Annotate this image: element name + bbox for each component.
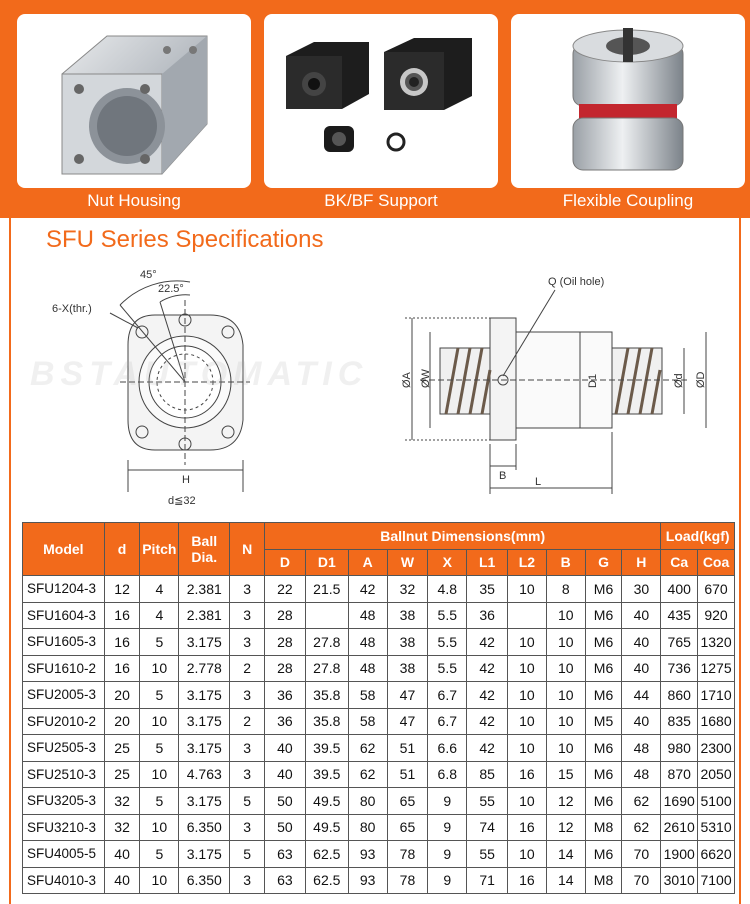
table-cell: 30 (622, 576, 661, 603)
table-cell: 5 (140, 735, 179, 762)
table-row (23, 735, 735, 762)
table-cell: 38 (387, 655, 428, 682)
table-cell: 28 (265, 629, 306, 656)
table-cell: 3.175 (179, 788, 230, 815)
table-cell: 1690 (661, 788, 698, 815)
table-cell: M6 (585, 841, 622, 868)
table-cell: 48 (348, 655, 387, 682)
table-cell: 38 (387, 602, 428, 629)
table-cell: 32 (387, 576, 428, 603)
table-cell: 42 (467, 682, 508, 709)
table-cell: 65 (387, 788, 428, 815)
table-cell: 25 (104, 735, 140, 762)
table-cell: 5 (140, 629, 179, 656)
subcol-a: A (348, 549, 387, 576)
table-cell: 47 (387, 708, 428, 735)
table-cell: 62 (622, 788, 661, 815)
table-cell: 62 (348, 735, 387, 762)
model-cell: SFU4005-5 (23, 841, 105, 868)
table-cell: 58 (348, 682, 387, 709)
table-cell: 62.5 (305, 841, 348, 868)
table-cell: 35.8 (305, 708, 348, 735)
table-cell: 58 (348, 708, 387, 735)
table-cell: 71 (467, 867, 508, 894)
table-cell: 920 (698, 602, 735, 629)
col-ball-dia: Ball Dia. (179, 523, 230, 576)
table-cell: 3 (230, 602, 265, 629)
table-cell: 62 (622, 814, 661, 841)
table-cell: 48 (348, 602, 387, 629)
table-cell: 5.5 (428, 629, 467, 656)
phi-w-label: ØW (420, 369, 432, 388)
table-cell: 3 (230, 576, 265, 603)
subcol-l2: L2 (508, 549, 547, 576)
table-cell: M6 (585, 655, 622, 682)
table-cell: 4 (140, 602, 179, 629)
table-cell: 28 (265, 602, 306, 629)
table-cell: 10 (508, 735, 547, 762)
table-cell: 1320 (698, 629, 735, 656)
table-cell: 3 (230, 867, 265, 894)
table-cell: 3010 (661, 867, 698, 894)
table-cell: 78 (387, 867, 428, 894)
model-cell: SFU2510-3 (23, 761, 105, 788)
table-cell: 80 (348, 814, 387, 841)
table-cell: M8 (585, 867, 622, 894)
table-cell: 9 (428, 814, 467, 841)
table-row (23, 867, 735, 894)
table-cell: 6620 (698, 841, 735, 868)
table-cell: 9 (428, 841, 467, 868)
table-cell: 3 (230, 629, 265, 656)
table-cell: 6.6 (428, 735, 467, 762)
col-load: Load(kgf) (661, 523, 735, 550)
table-cell: 50 (265, 814, 306, 841)
table-cell: 2.778 (179, 655, 230, 682)
table-cell: 7100 (698, 867, 735, 894)
table-cell: 55 (467, 788, 508, 815)
table-row (23, 841, 735, 868)
table-cell: 20 (104, 682, 140, 709)
table-cell: 3.175 (179, 708, 230, 735)
table-cell: 44 (622, 682, 661, 709)
bk-bf-support-icon (264, 14, 498, 188)
table-cell: 12 (546, 788, 585, 815)
table-cell: 10 (546, 655, 585, 682)
table-cell: 8 (546, 576, 585, 603)
table-cell: 3 (230, 814, 265, 841)
table-cell: 870 (661, 761, 698, 788)
table-cell: 40 (622, 602, 661, 629)
table-cell: 42 (467, 735, 508, 762)
table-cell: 860 (661, 682, 698, 709)
table-cell: 2610 (661, 814, 698, 841)
table-cell: 48 (622, 735, 661, 762)
table-row (23, 655, 735, 682)
table-cell: 20 (104, 708, 140, 735)
spec-table (22, 522, 735, 894)
model-cell: SFU4010-3 (23, 867, 105, 894)
table-cell: 5100 (698, 788, 735, 815)
table-cell: 1275 (698, 655, 735, 682)
table-cell: 16 (104, 602, 140, 629)
l-label: L (535, 476, 542, 488)
table-cell: 3 (230, 761, 265, 788)
table-cell: 10 (508, 655, 547, 682)
table-cell: 36 (265, 682, 306, 709)
table-cell: M5 (585, 708, 622, 735)
table-cell: 48 (622, 761, 661, 788)
table-cell: 2050 (698, 761, 735, 788)
table-cell: 40 (265, 735, 306, 762)
table-cell: 42 (467, 655, 508, 682)
table-cell: 2.381 (179, 602, 230, 629)
table-cell: 6.350 (179, 814, 230, 841)
table-cell: 10 (546, 602, 585, 629)
table-cell: 40 (622, 655, 661, 682)
table-cell: 65 (387, 814, 428, 841)
table-cell: 4 (140, 576, 179, 603)
flexible-coupling-card[interactable] (511, 14, 745, 188)
table-cell: 63 (265, 867, 306, 894)
model-cell: SFU3205-3 (23, 788, 105, 815)
col-pitch: Pitch (140, 523, 179, 576)
phi-d-big-label: ØD (695, 371, 707, 388)
table-cell: 21.5 (305, 576, 348, 603)
table-cell: M6 (585, 761, 622, 788)
col-model: Model (23, 523, 105, 576)
h-label: H (182, 474, 190, 486)
table-row (23, 761, 735, 788)
table-cell: 78 (387, 841, 428, 868)
d-max-label: d≦32 (168, 495, 196, 507)
table-cell: 10 (140, 814, 179, 841)
table-cell: 10 (140, 655, 179, 682)
table-cell: 9 (428, 788, 467, 815)
model-cell: SFU1605-3 (23, 629, 105, 656)
table-cell: 6.7 (428, 682, 467, 709)
table-cell: 63 (265, 841, 306, 868)
watermark: BSTAUTOMATIC (30, 355, 369, 393)
table-cell: 4.8 (428, 576, 467, 603)
table-cell: 3 (230, 682, 265, 709)
table-cell: 835 (661, 708, 698, 735)
table-row (23, 682, 735, 709)
table-cell: 39.5 (305, 761, 348, 788)
table-cell: 1680 (698, 708, 735, 735)
table-cell: M6 (585, 735, 622, 762)
table-cell: 40 (622, 629, 661, 656)
table-cell: 12 (104, 576, 140, 603)
table-row (23, 814, 735, 841)
table-row (23, 576, 735, 603)
table-cell: 10 (140, 761, 179, 788)
table-cell: 980 (661, 735, 698, 762)
table-cell: 10 (546, 682, 585, 709)
table-cell: 70 (622, 841, 661, 868)
table-cell: 10 (508, 708, 547, 735)
table-cell: 10 (546, 735, 585, 762)
table-cell: 1900 (661, 841, 698, 868)
nut-housing-card[interactable] (17, 14, 251, 188)
table-cell: 40 (104, 867, 140, 894)
table-cell: 50 (265, 788, 306, 815)
phi-d-small-label: Ød (673, 373, 685, 388)
subcol-w: W (387, 549, 428, 576)
table-cell: 85 (467, 761, 508, 788)
table-cell: 5 (140, 682, 179, 709)
table-cell: 435 (661, 602, 698, 629)
d1-label: D1 (587, 373, 599, 388)
table-cell: 15 (546, 761, 585, 788)
table-cell: 14 (546, 867, 585, 894)
table-cell: 51 (387, 735, 428, 762)
table-cell: 16 (508, 814, 547, 841)
thread-label: 6-X(thr.) (52, 303, 92, 315)
table-cell: 1710 (698, 682, 735, 709)
table-cell: 40 (265, 761, 306, 788)
table-cell: 12 (546, 814, 585, 841)
table-cell: 70 (622, 867, 661, 894)
table-cell: 62.5 (305, 867, 348, 894)
table-cell: 25 (104, 761, 140, 788)
table-cell: 5310 (698, 814, 735, 841)
table-cell (508, 602, 547, 629)
angle-45-label: 45° (140, 269, 157, 281)
section-title: SFU Series Specifications (46, 226, 324, 253)
bk-bf-support-label: BK/BF Support (324, 191, 438, 210)
table-cell: 16 (508, 867, 547, 894)
table-cell: 3.175 (179, 735, 230, 762)
table-cell: 6.8 (428, 761, 467, 788)
nut-housing-label: Nut Housing (87, 191, 181, 210)
table-row (23, 708, 735, 735)
table-cell: 400 (661, 576, 698, 603)
table-cell: 736 (661, 655, 698, 682)
col-d: d (104, 523, 140, 576)
table-cell: 16 (104, 655, 140, 682)
table-cell: 27.8 (305, 655, 348, 682)
table-cell: 2 (230, 708, 265, 735)
table-cell: 49.5 (305, 788, 348, 815)
table-cell: 2300 (698, 735, 735, 762)
table-cell: 38 (387, 629, 428, 656)
table-cell: 36 (467, 602, 508, 629)
table-cell: M6 (585, 682, 622, 709)
table-cell: 5 (140, 841, 179, 868)
table-cell: 9 (428, 867, 467, 894)
table-cell: M6 (585, 602, 622, 629)
subcol-coa: Coa (698, 549, 735, 576)
model-cell: SFU1204-3 (23, 576, 105, 603)
table-cell: 36 (265, 708, 306, 735)
table-cell: 32 (104, 788, 140, 815)
subcol-ca: Ca (661, 549, 698, 576)
table-cell: 10 (508, 576, 547, 603)
subcol-h: H (622, 549, 661, 576)
table-cell: M6 (585, 629, 622, 656)
table-cell: M8 (585, 814, 622, 841)
table-cell: 62 (348, 761, 387, 788)
table-cell: 35 (467, 576, 508, 603)
angle-22-label: 22.5° (158, 283, 184, 295)
table-cell: 42 (467, 629, 508, 656)
table-cell: 47 (387, 682, 428, 709)
nut-housing-icon (17, 14, 251, 188)
table-row (23, 788, 735, 815)
table-cell: M6 (585, 788, 622, 815)
table-cell: 10 (508, 682, 547, 709)
bk-bf-support-card[interactable] (264, 14, 498, 188)
table-cell: 10 (140, 867, 179, 894)
table-cell: 6.7 (428, 708, 467, 735)
subcol-x: X (428, 549, 467, 576)
subcol-d1: D1 (305, 549, 348, 576)
model-cell: SFU2005-3 (23, 682, 105, 709)
model-cell: SFU3210-3 (23, 814, 105, 841)
table-cell: 5 (230, 841, 265, 868)
flexible-coupling-icon (511, 14, 745, 188)
table-row (23, 629, 735, 656)
table-cell: M6 (585, 576, 622, 603)
table-cell: 16 (508, 761, 547, 788)
oil-hole-label: Q (Oil hole) (548, 276, 605, 288)
table-cell: 32 (104, 814, 140, 841)
table-cell: 35.8 (305, 682, 348, 709)
model-cell: SFU2505-3 (23, 735, 105, 762)
table-cell: 49.5 (305, 814, 348, 841)
table-cell: 28 (265, 655, 306, 682)
col-ballnut-dims: Ballnut Dimensions(mm) (265, 523, 661, 550)
table-cell: 4.763 (179, 761, 230, 788)
model-cell: SFU1604-3 (23, 602, 105, 629)
subcol-d: D (265, 549, 306, 576)
table-cell: 10 (508, 841, 547, 868)
subcol-g: G (585, 549, 622, 576)
table-cell: 10 (508, 629, 547, 656)
table-cell: 10 (546, 629, 585, 656)
table-cell: 3.175 (179, 682, 230, 709)
table-cell: 14 (546, 841, 585, 868)
table-cell: 40 (104, 841, 140, 868)
table-cell: 6.350 (179, 867, 230, 894)
flexible-coupling-label: Flexible Coupling (562, 191, 694, 210)
table-cell: 42 (348, 576, 387, 603)
table-cell: 16 (104, 629, 140, 656)
table-cell: 80 (348, 788, 387, 815)
table-cell: 39.5 (305, 735, 348, 762)
table-cell: 27.8 (305, 629, 348, 656)
table-cell: 93 (348, 867, 387, 894)
table-cell: 3 (230, 735, 265, 762)
phi-a-label: ØA (401, 372, 413, 388)
table-cell: 2 (230, 655, 265, 682)
table-cell: 10 (508, 788, 547, 815)
table-cell: 48 (348, 629, 387, 656)
table-cell (305, 602, 348, 629)
table-cell: 40 (622, 708, 661, 735)
table-cell: 2.381 (179, 576, 230, 603)
table-cell: 51 (387, 761, 428, 788)
table-cell: 5 (230, 788, 265, 815)
table-cell: 5.5 (428, 655, 467, 682)
table-cell: 765 (661, 629, 698, 656)
table-row (23, 602, 735, 629)
table-cell: 42 (467, 708, 508, 735)
table-cell: 10 (546, 708, 585, 735)
table-cell: 3.175 (179, 629, 230, 656)
table-cell: 10 (140, 708, 179, 735)
table-cell: 55 (467, 841, 508, 868)
table-cell: 93 (348, 841, 387, 868)
model-cell: SFU2010-2 (23, 708, 105, 735)
subcol-b: B (546, 549, 585, 576)
model-cell: SFU1610-2 (23, 655, 105, 682)
table-cell: 22 (265, 576, 306, 603)
table-cell: 5.5 (428, 602, 467, 629)
table-cell: 3.175 (179, 841, 230, 868)
table-cell: 5 (140, 788, 179, 815)
b-label: B (499, 470, 507, 482)
col-n: N (230, 523, 265, 576)
table-cell: 74 (467, 814, 508, 841)
table-cell: 670 (698, 576, 735, 603)
subcol-l1: L1 (467, 549, 508, 576)
